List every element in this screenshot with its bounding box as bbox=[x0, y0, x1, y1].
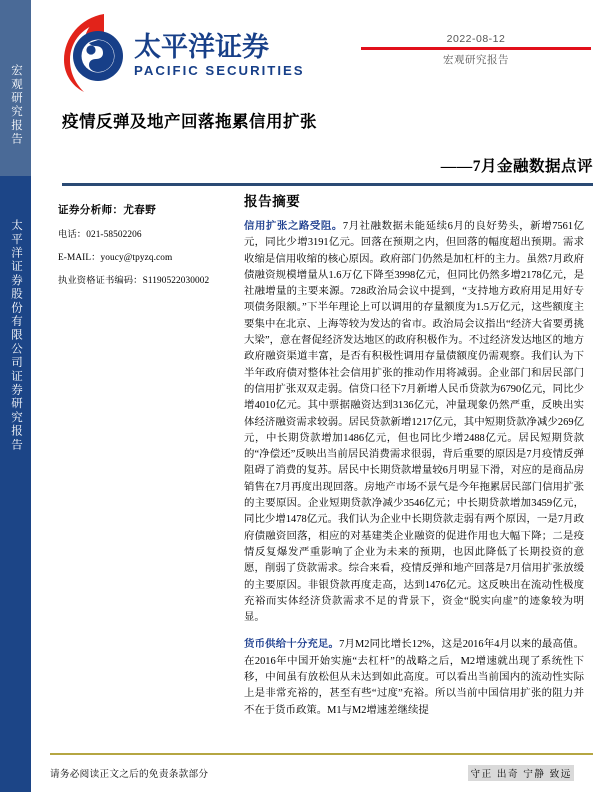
report-summary-column bbox=[244, 190, 584, 730]
header-meta-block bbox=[361, 33, 591, 67]
report-category: 宏观研究报告 bbox=[443, 53, 509, 66]
paragraph-text: 7月社融数据未能延续6月的良好势头，新增7561亿元，同比少增3191亿元。回落在预期之内，但回落的幅度超出预期。需求收缩是信用收缩的核心原因。政府部门仍然是加杠杆的主力。虽然7月政府债融资规模增量从1.6万亿下降至3998亿元，但同比仍然多增2178亿元，是社融增量的主要来源。728政治局会议中提到，“支持地方政府用足用好专项债务限额。”下半年理论上可以调用的存量额度为1.5万亿元，这些额度主要集中在北京、上海等较为发达的省市。政治局会议指出“经济大省要勇挑大梁”，意在督促经济发达地区的政府积极作为。不过经济发达地区的地方政府融资渠道丰富，是否有积极性调用存量债额度仍需观察。我们认为下半年政府债对整体社会信用扩张的推动作用将减弱。企业部门和居民部门的信用扩张双双走弱。信贷口径下7月新增人民币贷款为6790亿元，同比少增4010亿元。其中票据融资达到3136亿元，冲量现象仍然严重，反映出实体经济融资需求较弱。居民贷款新增1217亿元，其中短期贷款净减少269亿元，中长期贷款增加1486亿元，但也同比少增2488亿元。居民短期贷款的“净偿还”反映出当前居民消费需求很弱，背后重要的原因是7月疫情反弹阻碍了消费的复苏。居民中长期贷款增量较6月明显下滑，对应的是商品房销售在7月再度出现回落。房地产市场不景气是今年拖累居民部门信用扩张的主要原因。企业短期贷款净减少3546亿元；中长期贷款增加3459亿元，同比少增1478亿元。我们认为企业中长期贷款走弱有两个原因，一是7月政府债融资回落，相应的对基建类企业融资的促进作用也大幅下降；二是疫情反复爆发严重影响了企业为未来的预期，也因此降低了长期投资的意愿，削弱了贷款需求。综合来看，疫情反弹和地产回落是7月信用扩张放缓的主要原因。非银贷款再度走高，达到1476亿元。这反映出在流动性极度充裕而实体经济贷款需求不足的背景下，资金“脱实向虚”的迹象较为明显。 bbox=[244, 221, 585, 624]
analyst-name: 证券分析师：尤春野 bbox=[58, 205, 157, 216]
paragraph-lead: 货币供给十分充足。 bbox=[244, 639, 340, 651]
analyst-info-box bbox=[58, 202, 236, 295]
document-subtitle: ——7月金融数据点评 bbox=[440, 158, 593, 175]
body-area bbox=[31, 190, 612, 750]
footer-row bbox=[31, 765, 593, 781]
page-header bbox=[31, 0, 612, 100]
footer-disclaimer: 请务必阅读正文之后的免责条款部分 bbox=[50, 768, 209, 780]
company-logo-block bbox=[60, 12, 305, 94]
paragraph-text: 7月M2同比增长12%，这是2016年4月以来的最高值。在2016年中国开始实施“去杠杆”的战略之后，M2增速就出现了系统性下移，中间虽有放松但从未达到如此高度。可以看出当前国内的流动性实际上是非常充裕的，甚至有些“过度”充裕。所以当前中国信用扩张的阻力并不在于货币政策。M1与M2增速差继续提 bbox=[244, 639, 585, 716]
sidebar-label-report-type: 宏观研究报告 bbox=[10, 63, 22, 147]
logo-english-name: PACIFIC SECURITIES bbox=[134, 63, 305, 79]
page-footer bbox=[31, 753, 593, 781]
paragraph-lead: 信用扩张之路受阻。 bbox=[244, 221, 343, 232]
logo-wordmark bbox=[134, 28, 305, 78]
vertical-sidebar bbox=[0, 0, 31, 792]
document-title: 疫情反弹及地产回落拖累信用扩张 bbox=[62, 112, 317, 131]
header-red-rule bbox=[361, 47, 591, 50]
summary-paragraph bbox=[244, 219, 584, 626]
footer-slogan: 守正 出奇 宁静 致远 bbox=[468, 765, 574, 781]
analyst-phone: 电话：021-58502206 bbox=[58, 230, 142, 240]
title-block bbox=[62, 108, 593, 186]
pacific-securities-logo-icon bbox=[60, 12, 130, 94]
summary-paragraph bbox=[244, 637, 584, 718]
analyst-license: 执业资格证书编码：S1190522030002 bbox=[58, 276, 210, 286]
analyst-email: E-MAIL：youcy@tpyzq.com bbox=[58, 253, 173, 263]
title-divider bbox=[62, 183, 593, 186]
footer-divider bbox=[50, 753, 593, 755]
summary-heading: 报告摘要 bbox=[244, 194, 301, 209]
sidebar-label-company: 太平洋证券股份有限公司证券研究报告 bbox=[10, 218, 22, 452]
logo-chinese-name: 太平洋证券 bbox=[134, 31, 269, 63]
report-date: 2022-08-12 bbox=[446, 33, 506, 45]
